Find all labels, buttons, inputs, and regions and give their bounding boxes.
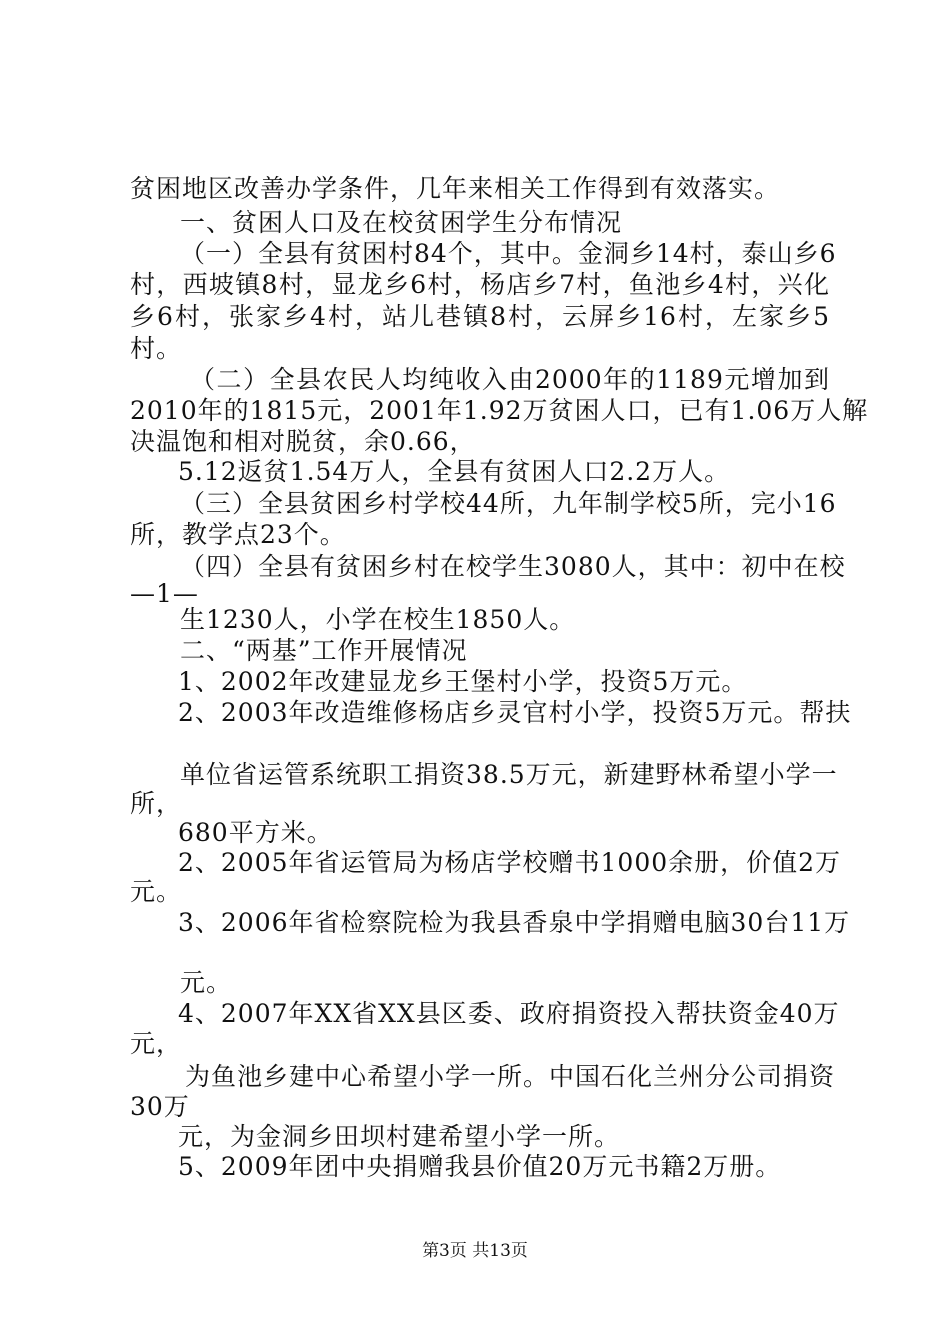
body-line-24: 3、2006年省检察院检为我县香泉中学捐赠电脑30台11万 (178, 908, 851, 937)
body-line-15: 生1230人，小学在校生1850人。 (180, 605, 576, 634)
body-line-28: 为鱼池乡建中心希望小学一所。中国石化兰州分公司捐资 (185, 1062, 836, 1091)
body-line-5: 乡6村，张家乡4村，站儿巷镇8村，云屏乡16村，左家乡5 (130, 302, 830, 331)
body-line-19: 单位省运管系统职工捐资38.5万元，新建野林希望小学一 (180, 760, 838, 789)
body-line-27: 元， (130, 1029, 183, 1058)
body-line-8: 2010年的1815元，2001年1.92万贫困人口，已有1.06万人解 (130, 396, 869, 425)
body-line-12: 所，教学点23个。 (130, 520, 346, 549)
body-line-3: （一）全县有贫困村84个，其中。金洞乡14村，泰山乡6 (180, 239, 837, 268)
body-line-7: （二）全县农民人均纯收入由2000年的1189元增加到 (190, 365, 830, 394)
body-line-4: 村，西坡镇8村，显龙乡6村，杨店乡7村，鱼池乡4村，兴化 (130, 270, 830, 299)
body-line-17: 1、2002年改建显龙乡王堡村小学，投资5万元。 (178, 667, 748, 696)
body-line-11: （三）全县贫困乡村学校44所，九年制学校5所，完小16 (180, 489, 837, 518)
body-line-31: 5、2009年团中央捐赠我县价值20万元书籍2万册。 (178, 1152, 782, 1181)
body-line-1: 贫困地区改善办学条件，几年来相关工作得到有效落实。 (130, 174, 781, 203)
body-line-23: 元。 (130, 877, 183, 906)
body-line-30: 元，为金洞乡田坝村建希望小学一所。 (178, 1122, 621, 1151)
page-number-marker: —1— (130, 579, 199, 608)
body-line-9: 决温饱和相对脱贫，余0.66， (130, 427, 476, 456)
body-line-25: 元。 (180, 968, 233, 997)
page-footer: 第3页 共13页 (422, 1241, 528, 1261)
section-heading-1: 一、贫困人口及在校贫困学生分布情况 (180, 208, 623, 237)
body-line-13: （四）全县有贫困乡村在校学生3080人，其中：初中在校 (180, 552, 846, 581)
section-heading-2: 二、“两基”工作开展情况 (180, 636, 468, 665)
body-line-6: 村。 (130, 334, 183, 363)
body-line-10: 5.12返贫1.54万人，全县有贫困人口2.2万人。 (178, 457, 731, 486)
body-line-18: 2、2003年改造维修杨店乡灵官村小学，投资5万元。帮扶 (178, 698, 852, 727)
body-line-21: 680平方米。 (178, 818, 333, 847)
body-line-29: 30万 (130, 1092, 190, 1121)
body-line-20: 所， (130, 789, 183, 818)
body-line-26: 4、2007年XX省XX县区委、政府捐资投入帮扶资金40万 (178, 999, 840, 1028)
body-line-22: 2、2005年省运管局为杨店学校赠书1000余册，价值2万 (178, 848, 842, 877)
